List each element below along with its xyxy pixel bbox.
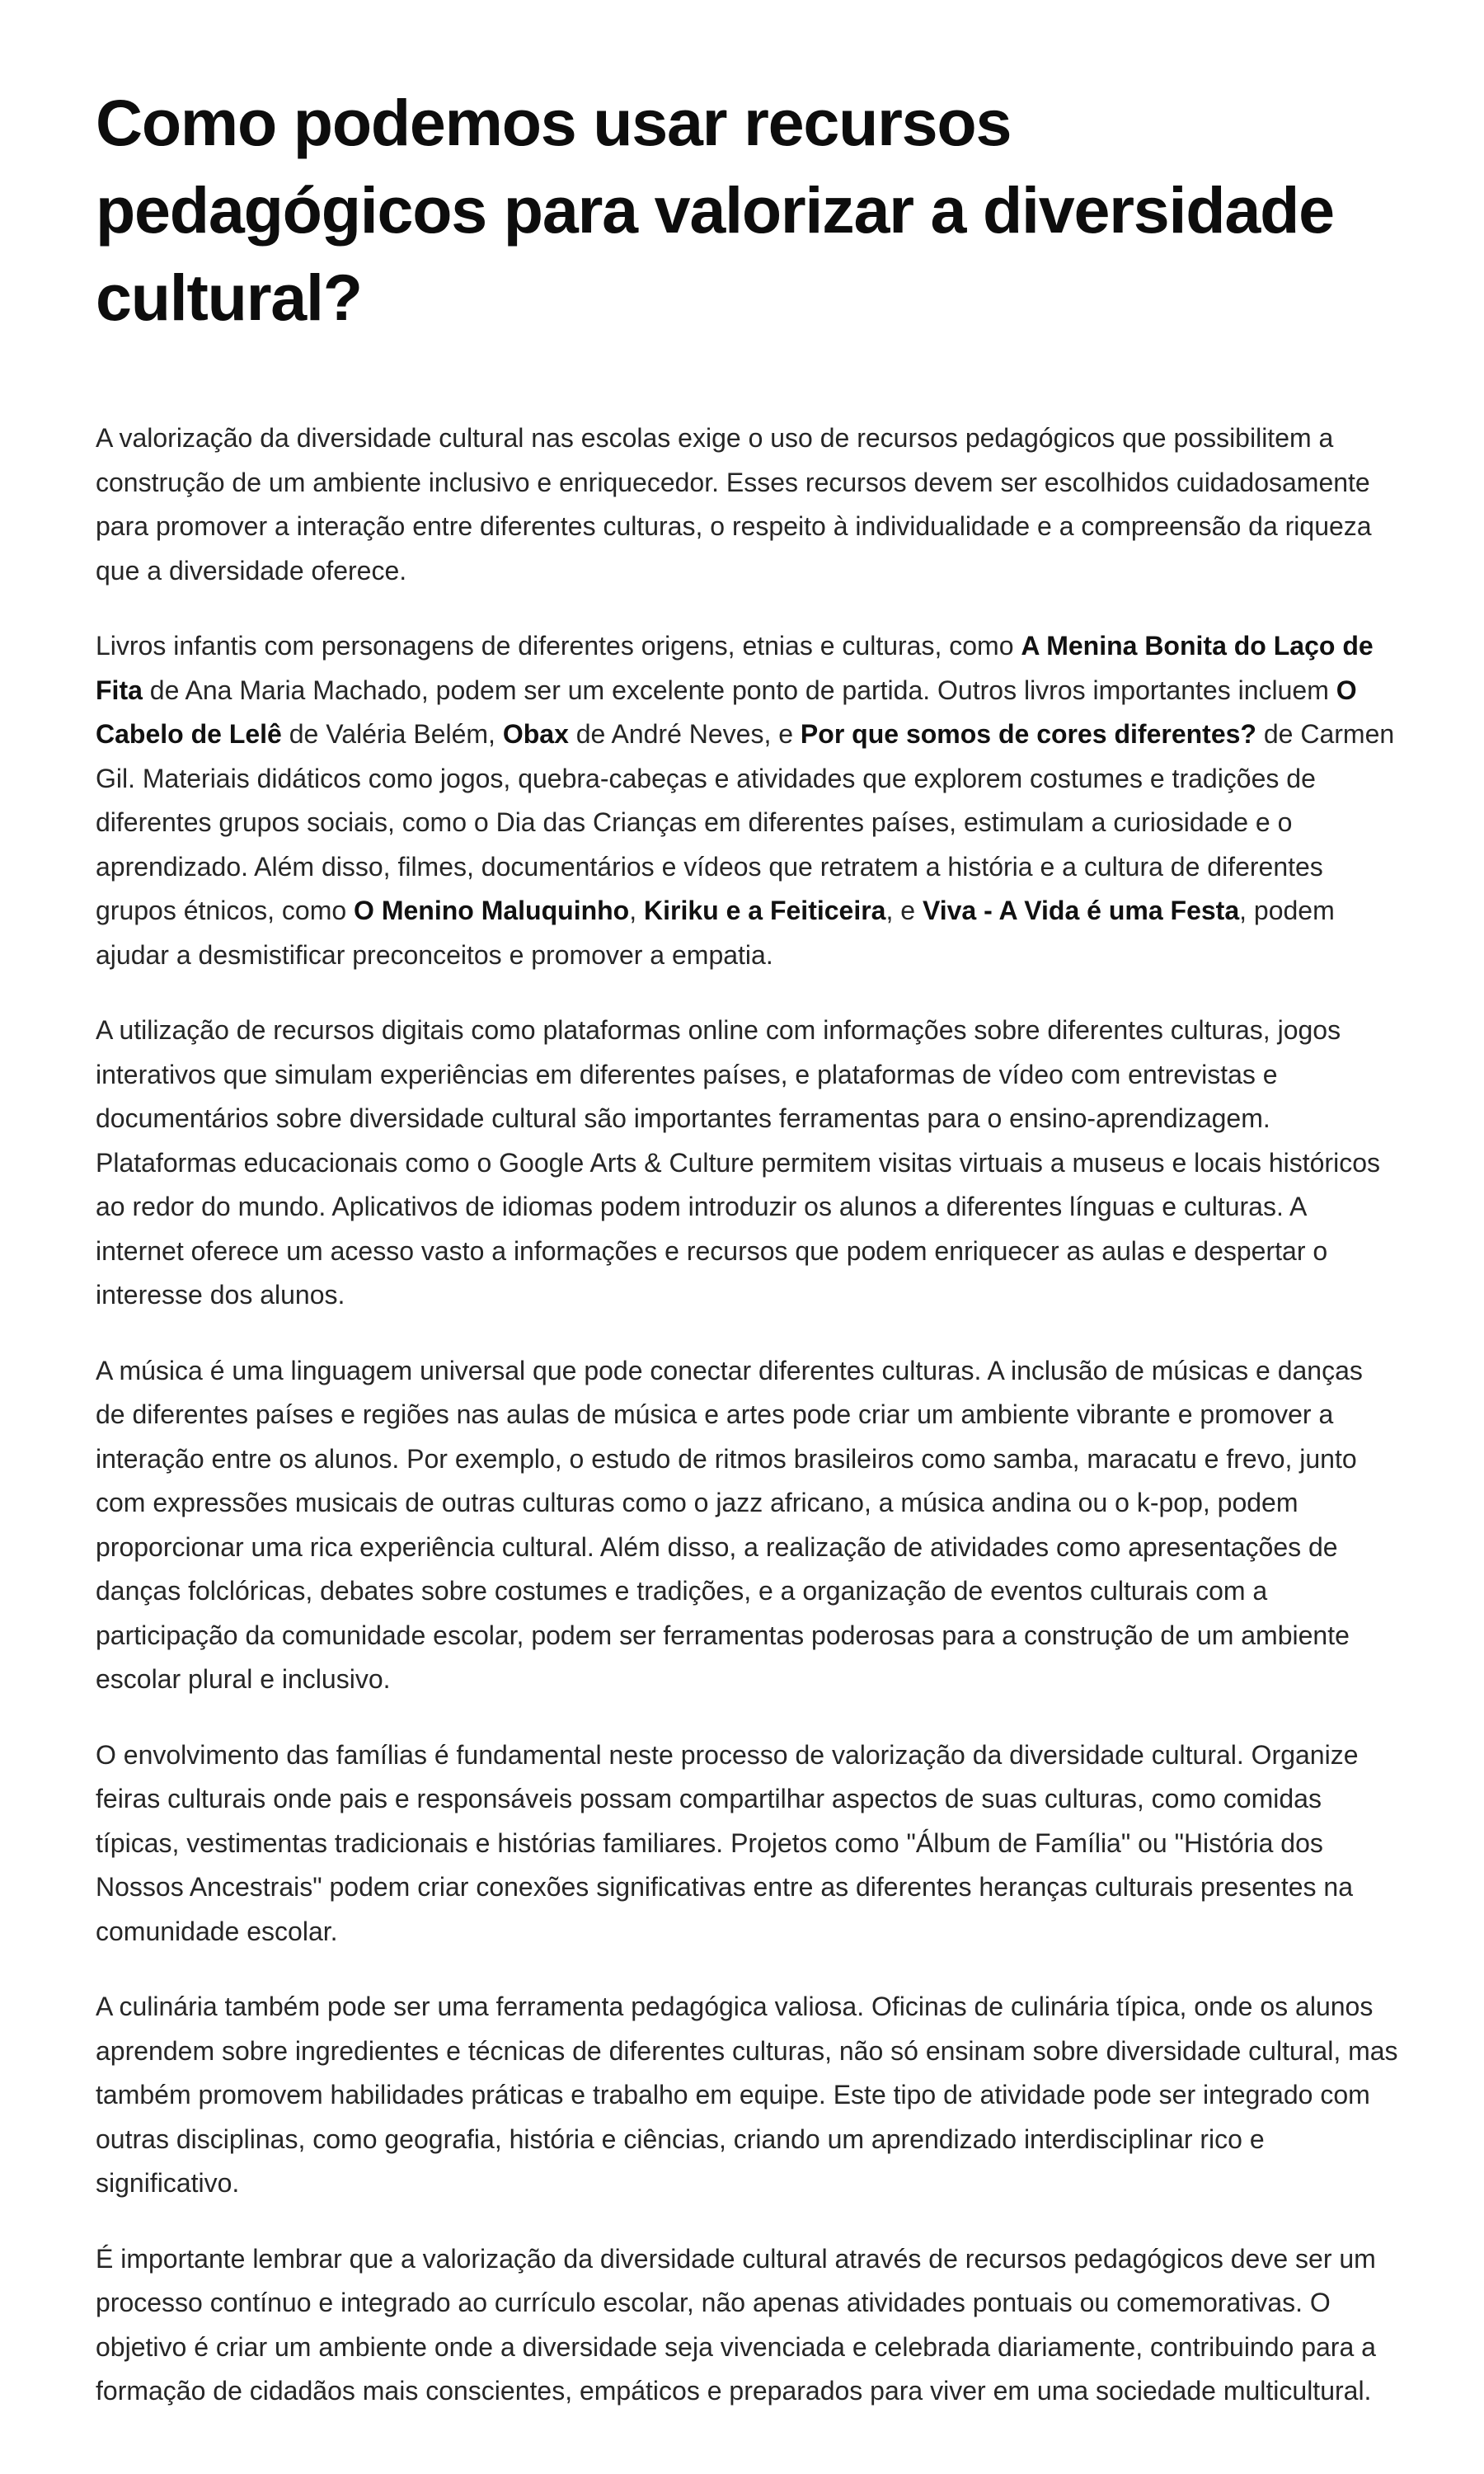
book-title-obax: Obax [502,719,569,749]
film-title-menino-maluquinho: O Menino Maluquinho [354,896,630,925]
text-segment: de Valéria Belém, [281,719,503,749]
paragraph-books-media [96,624,1398,977]
paragraph-culinary: A culinária também pode ser uma ferramenta pedagógica valiosa. Oficinas de culinária típica, onde os alunos aprendem sobre ingredientes e técnicas de diferentes culturas, não só ensinam sobre diversidade cultural, mas também promovem habilidades práticas e trabalho em equipe. Este tipo de atividade pode ser integrado com outras disciplinas, como geografia, história e ciências, criando um aprendizado interdisciplinar rico e significativo. [96,1992,1398,2198]
film-title-kiriku: Kiriku e a Feiticeira [644,896,886,925]
paragraph-music: A música é uma linguagem universal que pode conectar diferentes culturas. A inclusão de músicas e danças de diferentes países e regiões nas aulas de música e artes pode criar um ambiente vibrante e promover a interação entre os alunos. Por exemplo, o estudo de ritmos brasileiros como samba, maracatu e frevo, junto com expressões musicais de outras culturas como o jazz africano, a música andina ou o k-pop, podem proporcionar uma rica experiência cultural. Além disso, a realização de atividades como apresentações de danças folclóricas, debates sobre costumes e tradições, e a organização de eventos culturais com a participação da comunidade escolar, podem ser ferramentas poderosas para a construção de um ambiente escolar plural e inclusivo. [96,1355,1363,1694]
page-title: Como podemos usar recursos pedagógicos para valorizar a diversidade cultural? [96,86,1334,334]
paragraph-conclusion: É importante lembrar que a valorização da diversidade cultural através de recursos pedagógicos deve ser um processo contínuo e integrado ao currículo escolar, não apenas atividades pontuais ou comemorativas. O objetivo é criar um ambiente onde a diversidade seja vivenciada e celebrada diariamente, contribuindo para a formação de cidadãos mais conscientes, empáticos e preparados para viver em uma sociedade multicultural. [96,2243,1376,2406]
book-title-cabelo-de-lele: O Cabelo de Lelê [96,675,1357,749]
text-segment: de Ana Maria Machado, podem ser um excelente ponto de partida. Outros livros importantes incluem [142,675,1336,705]
text-segment: de André Neves, e [568,719,801,749]
paragraph-intro: A valorização da diversidade cultural nas escolas exige o uso de recursos pedagógicos que possibilitem a construção de um ambiente inclusivo e enriquecedor. Esses recursos devem ser escolhidos cuidadosamente para promover a interação entre diferentes culturas, o respeito à individualidade e a compreensão da riqueza que a diversidade oferece. [96,423,1372,586]
text-segment: de Carmen Gil. Materiais didáticos como jogos, quebra-cabeças e atividades que explorem costumes e tradições de diferentes grupos sociais, como o Dia das Crianças em diferentes países, estimulam a curiosidade e o aprendizado. Além disso, filmes, documentários e vídeos que retratem a história e a cultura de diferentes grupos étnicos, como [96,719,1395,925]
film-title-viva: Viva - A Vida é uma Festa [922,896,1240,925]
article [96,79,1398,2445]
text-segment: , [629,896,644,925]
book-title-por-que-somos: Por que somos de cores diferentes? [800,719,1256,749]
text-segment: , podem ajudar a desmistificar preconceitos e promover a empatia. [96,896,1335,970]
paragraph-families: O envolvimento das famílias é fundamental neste processo de valorização da diversidade cultural. Organize feiras culturais onde pais e responsáveis possam compartilhar aspectos de suas culturas, como comidas típicas, vestimentas tradicionais e histórias familiares. Projetos como "Álbum de Família" ou "História dos Nossos Ancestrais" podem criar conexões significativas entre as diferentes heranças culturais presentes na comunidade escolar. [96,1739,1359,1946]
text-segment: , e [885,896,923,925]
paragraph-digital-resources: A utilização de recursos digitais como plataformas online com informações sobre diferentes culturas, jogos interativos que simulam experiências em diferentes países, e plataformas de vídeo com entrevistas e documentários sobre diversidade cultural são importantes ferramentas para o ensino-aprendizagem. Plataformas educacionais como o Google Arts & Culture permitem visitas virtuais a museus e locais históricos ao redor do mundo. Aplicativos de idiomas podem introduzir os alunos a diferentes línguas e culturas. A internet oferece um acesso vasto a informações e recursos que podem enriquecer as aulas e despertar o interesse dos alunos. [96,1015,1380,1310]
text-segment: Livros infantis com personagens de diferentes origens, etnias e culturas, como [96,631,1021,661]
book-title-menina-bonita: A Menina Bonita do Laço de Fita [96,631,1374,705]
